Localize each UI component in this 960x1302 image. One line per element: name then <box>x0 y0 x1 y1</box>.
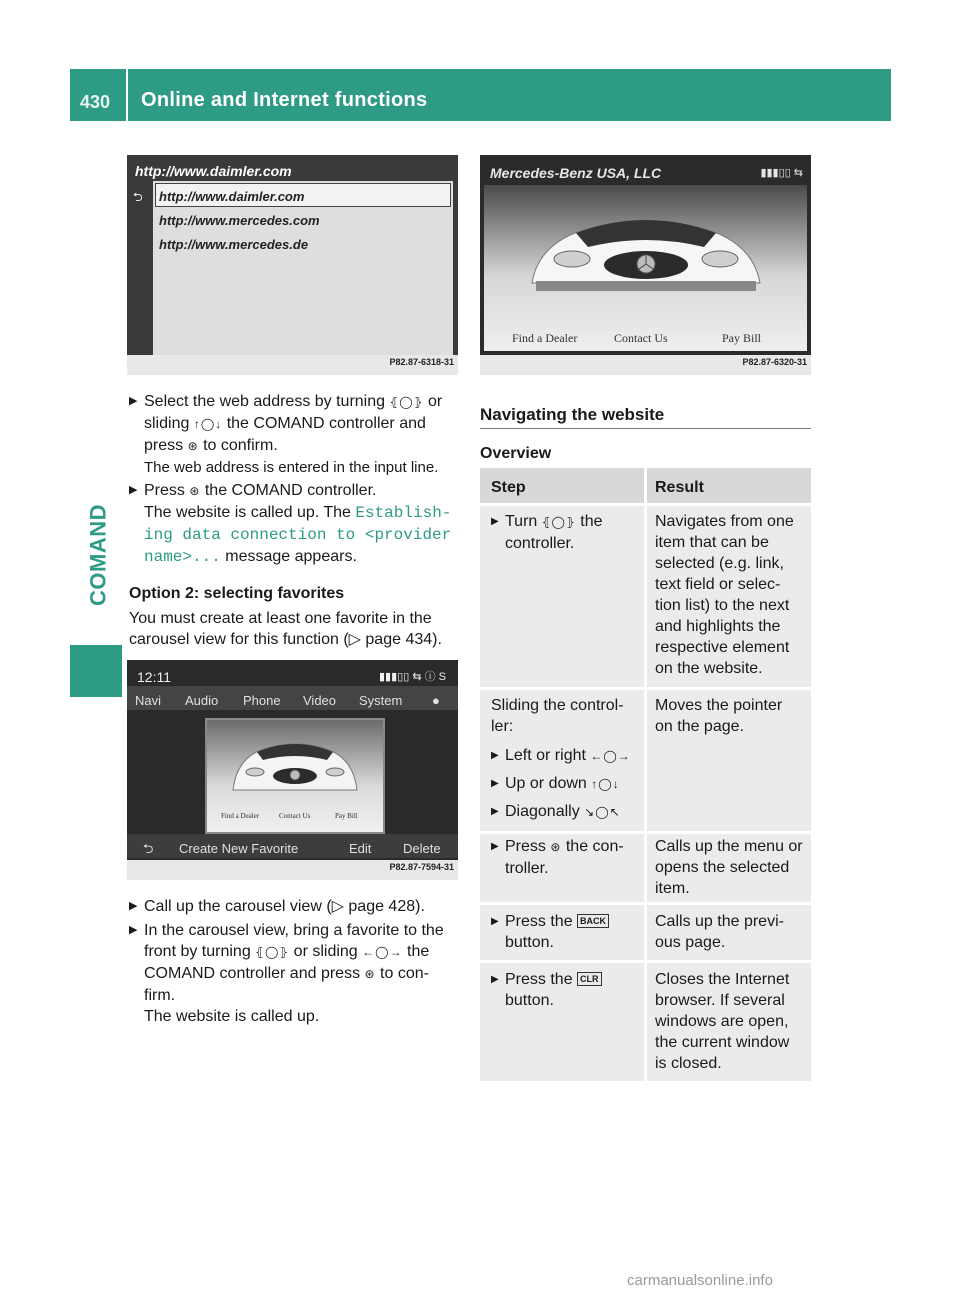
column-divider <box>644 468 647 503</box>
text: the current window <box>655 1034 790 1051</box>
text: tion list) to the next <box>655 597 790 614</box>
url-list <box>153 181 453 356</box>
website-title: Mercedes-Benz USA, LLC <box>490 165 662 181</box>
url-list-item[interactable]: http://www.mercedes.com <box>159 213 320 228</box>
controller-turn-icon: ⦃◯⦄ <box>541 515 576 529</box>
figure-ref: P82.87-6320-31 <box>742 357 807 367</box>
edit-button[interactable]: Edit <box>349 841 372 856</box>
side-tab-label: COMAND <box>85 504 111 606</box>
text: Calls up the menu or <box>655 838 803 855</box>
text: front by turning <box>144 943 256 960</box>
clock: 12:11 <box>137 669 171 685</box>
display-message: ing data connection to <provider <box>144 526 452 544</box>
text: Moves the pointer <box>655 697 783 714</box>
favorite-card[interactable] <box>205 718 385 834</box>
result-cell <box>655 911 807 953</box>
text: Closes the Internet <box>655 971 790 988</box>
text: the <box>402 943 430 960</box>
menu-audio[interactable]: Audio <box>185 693 219 708</box>
controller-slide-icon: ↑◯↓ <box>193 417 223 431</box>
card-menu-item: Find a Dealer <box>221 812 260 820</box>
text: or sliding <box>289 943 363 960</box>
text: sliding <box>144 415 194 432</box>
text: Press the <box>505 971 578 988</box>
text: Select the web address by turning <box>144 393 390 410</box>
text: button. <box>505 934 554 951</box>
table-row <box>480 834 811 902</box>
text: The web address is entered in the input line. <box>144 459 439 476</box>
text: Press <box>144 482 190 499</box>
table-row <box>480 963 811 1081</box>
back-icon: ⮌ <box>133 190 143 204</box>
controller-slide-icon: ←◯→ <box>590 749 631 763</box>
table-row <box>480 905 811 960</box>
instruction-carousel <box>129 896 464 917</box>
controller-slide-icon: ↘◯↖ <box>584 805 621 819</box>
figure-ref: P82.87-7594-31 <box>389 862 454 872</box>
controller-press-icon: ⊛ <box>187 439 199 453</box>
step-cell <box>491 695 641 823</box>
text: Press the <box>505 913 578 930</box>
controller-turn-icon: ⦃◯⦄ <box>389 395 424 409</box>
text: respective element <box>655 639 790 656</box>
column-divider <box>644 834 647 902</box>
table-row <box>480 690 811 831</box>
column-header-result: Result <box>655 479 704 496</box>
step-cell <box>491 836 641 879</box>
text: Sliding the control- <box>491 697 624 714</box>
page-title: Online and Internet functions <box>141 89 428 111</box>
text: text field or selec- <box>655 576 781 593</box>
controller-press-icon: ⊛ <box>364 967 376 981</box>
text: Up or down <box>505 775 592 792</box>
figure-ref: P82.87-6318-31 <box>389 357 454 367</box>
text: message appears. <box>220 548 357 565</box>
result-cell <box>655 695 807 737</box>
globe-icon[interactable]: ● <box>432 693 440 708</box>
text: The website is called up. <box>144 1008 320 1025</box>
text: In the carousel view, bring a favorite to the <box>144 922 444 939</box>
heading-rule <box>480 428 811 429</box>
text: the COMAND controller. <box>200 482 377 499</box>
subheading: Overview <box>480 445 552 462</box>
main-menu-bar <box>127 686 458 710</box>
option2-heading: Option 2: selecting favorites <box>129 585 345 602</box>
text: the COMAND controller and <box>222 415 426 432</box>
step-cell <box>491 969 641 1011</box>
text: controller. <box>505 535 575 552</box>
text: button. <box>505 992 554 1009</box>
text: selected (e.g. link, <box>655 555 784 572</box>
table-row <box>480 506 811 687</box>
site-menu-find-dealer[interactable]: Find a Dealer <box>512 331 578 345</box>
text: firm. <box>144 987 176 1004</box>
site-menu-pay-bill[interactable]: Pay Bill <box>722 331 762 345</box>
instruction-select-address <box>129 391 464 478</box>
text: and highlights the <box>655 618 781 635</box>
text: COMAND controller and press <box>144 965 365 982</box>
display-message: Establish‐ <box>355 504 452 522</box>
side-tab <box>82 475 114 635</box>
text: opens the selected <box>655 859 790 876</box>
text: the <box>575 513 603 530</box>
screenshot-carousel <box>127 660 458 880</box>
option2-text: carousel view for this function (▷ page 434). <box>129 631 442 648</box>
text: item. <box>655 880 690 897</box>
side-tab-marker <box>70 645 122 697</box>
menu-system[interactable]: System <box>359 693 403 708</box>
menu-video[interactable]: Video <box>303 693 337 708</box>
text: ler: <box>491 718 514 735</box>
text: Calls up the previ- <box>655 913 784 930</box>
text: press <box>144 437 188 454</box>
back-key-icon: BACK <box>577 914 609 928</box>
text: on the page. <box>655 718 744 735</box>
back-icon[interactable]: ⮌ <box>143 841 154 856</box>
result-cell <box>655 969 807 1074</box>
menu-phone[interactable]: Phone <box>243 693 281 708</box>
instruction-press-controller <box>129 480 464 568</box>
website-content <box>484 185 807 351</box>
url-list-item[interactable]: http://www.daimler.com <box>159 189 305 204</box>
delete-button[interactable]: Delete <box>403 841 441 856</box>
section-heading: Navigating the website <box>480 405 665 424</box>
car-image <box>207 720 383 804</box>
clr-key-icon: CLR <box>577 972 602 986</box>
text: or <box>423 393 443 410</box>
instruction-bring-favorite <box>129 920 464 1027</box>
input-line-url: http://www.daimler.com <box>135 163 292 179</box>
text: Press <box>505 838 551 855</box>
text: item that can be <box>655 534 769 551</box>
step-arrow-icon: ▶ <box>129 924 138 936</box>
text: Diagonally <box>505 803 585 820</box>
text: is closed. <box>655 1055 722 1072</box>
text: Turn <box>505 513 542 530</box>
result-cell <box>655 511 807 679</box>
controller-slide-icon: ↑◯↓ <box>591 777 620 791</box>
status-icons: ▮▮▮▯▯ ⇆ ⓘ S <box>379 671 446 683</box>
result-cell <box>655 836 807 899</box>
step-arrow-icon: ▶ <box>129 900 138 912</box>
text: on the website. <box>655 660 763 677</box>
text: to con- <box>375 965 429 982</box>
step-cell <box>491 911 641 953</box>
text: Call up the carousel view (▷ page 428). <box>144 898 425 915</box>
text: the con- <box>561 838 624 855</box>
watermark: carmanualsonline.info <box>627 1272 773 1289</box>
card-menu-item: Contact Us <box>279 812 311 820</box>
create-favorite-button[interactable]: Create New Favorite <box>179 841 299 856</box>
status-icons: ▮▮▮▯▯ ⇆ <box>760 167 803 179</box>
screenshot-url-list <box>127 155 458 375</box>
step-arrow-icon: ▶ <box>129 484 138 496</box>
step-arrow-icon: ▶ <box>129 395 138 407</box>
step-cell <box>491 511 641 554</box>
column-header-step: Step <box>491 479 526 496</box>
option2-text: You must create at least one favorite in the <box>129 610 432 627</box>
controller-turn-icon: ⦃◯⦄ <box>255 945 290 959</box>
card-menu-item: Pay Bill <box>335 812 358 820</box>
menu-navi[interactable]: Navi <box>135 693 162 708</box>
page-number: 430 <box>80 92 111 112</box>
text: windows are open, <box>655 1013 789 1030</box>
text: browser. If several <box>655 992 785 1009</box>
display-message: name>... <box>144 548 221 566</box>
text: troller. <box>505 860 549 877</box>
text: Navigates from one <box>655 513 794 530</box>
controller-press-icon: ⊛ <box>189 484 201 498</box>
car-image <box>484 185 807 325</box>
text: ous page. <box>655 934 726 951</box>
text: Left or right <box>505 747 591 764</box>
controller-slide-icon: ←◯→ <box>362 945 403 959</box>
column-divider <box>644 506 647 687</box>
column-divider <box>644 905 647 960</box>
screenshot-website <box>480 155 811 375</box>
text: to confirm. <box>198 437 278 454</box>
column-divider <box>644 963 647 1081</box>
site-menu-contact[interactable]: Contact Us <box>614 331 668 345</box>
favorites-bottom-bar <box>127 834 458 858</box>
controller-press-icon: ⊛ <box>550 840 562 854</box>
text: The website is called up. The <box>144 504 356 521</box>
column-divider <box>644 690 647 831</box>
header-divider <box>126 69 128 121</box>
url-list-item[interactable]: http://www.mercedes.de <box>159 237 309 252</box>
